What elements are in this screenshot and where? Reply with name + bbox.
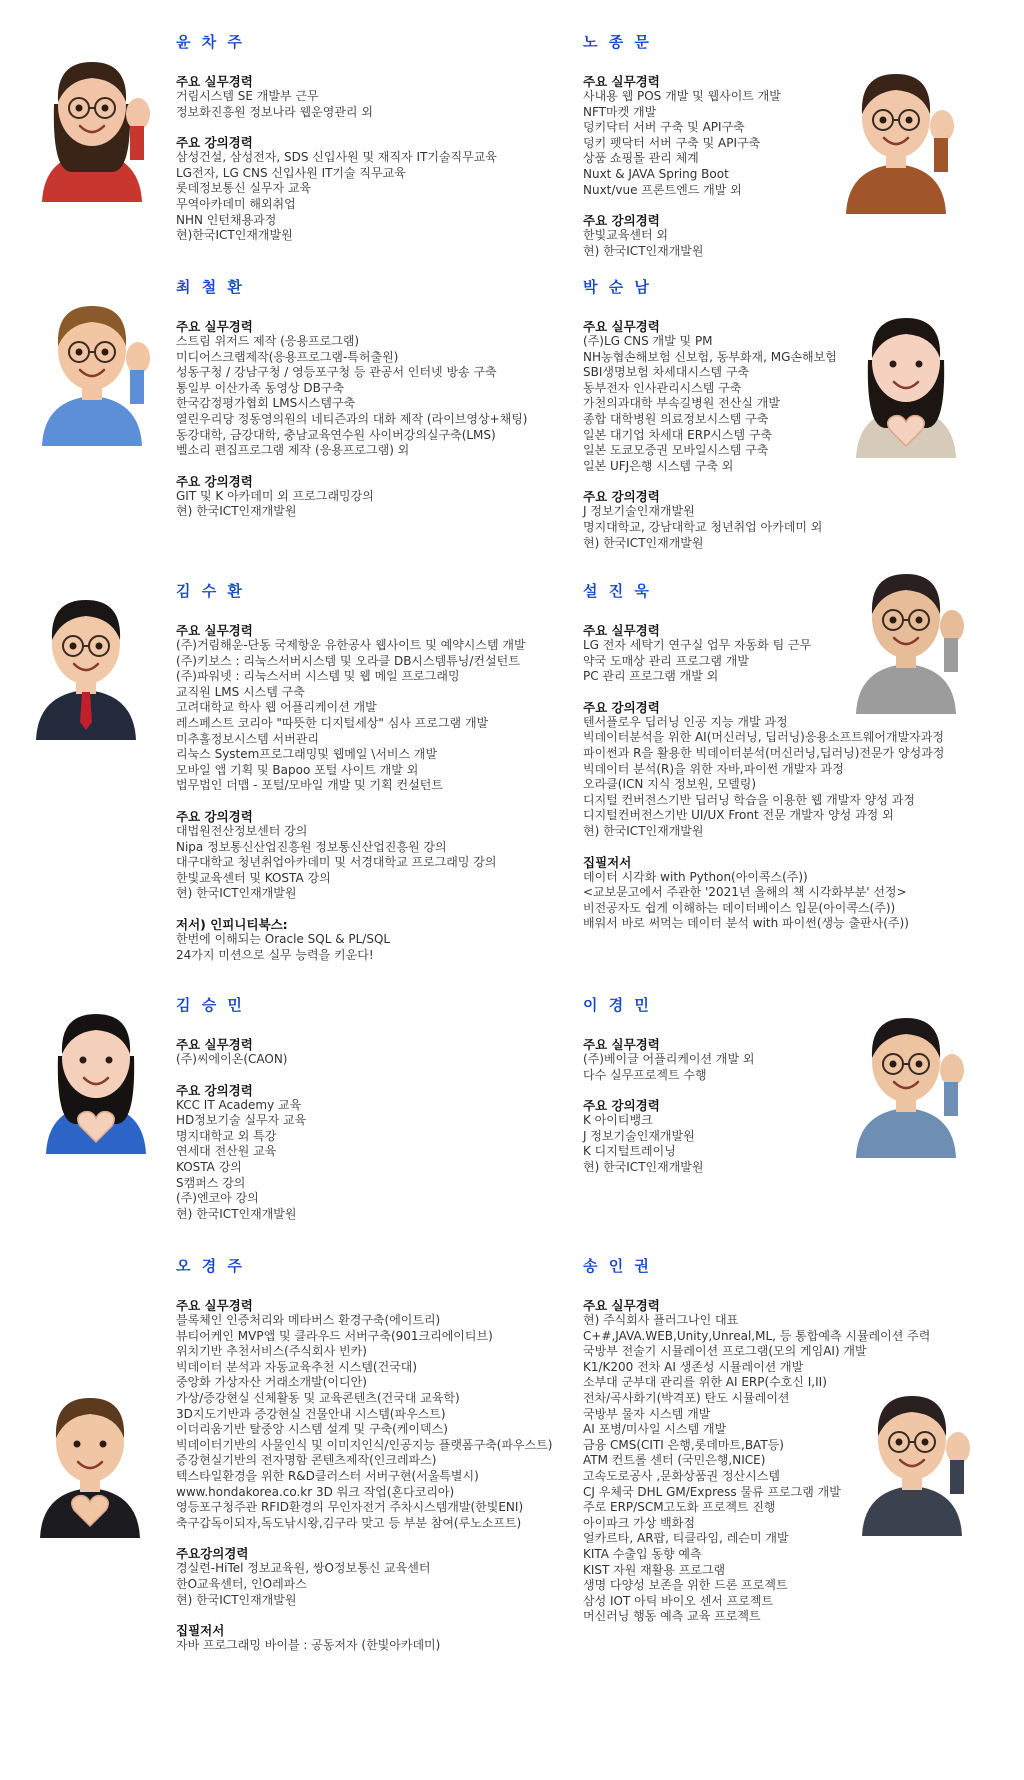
career-line: 교직원 LMS 시스템 구축	[176, 684, 305, 699]
career-line: 영등포구청주관 RFID환경의 무인자전거 주차시스템개발(한빛ENI)	[176, 1500, 524, 1515]
instructor-name: 김 승 민	[176, 996, 245, 1014]
instructor-card	[583, 276, 837, 551]
career-line: 명지대학교, 강남대학교 청년취업 아카데미 외	[583, 519, 823, 534]
career-line: 데이터 시각화 with Python(아이콕스(주))	[583, 869, 808, 884]
male-memoji-heart-hands-icon	[26, 1380, 154, 1538]
career-line: 현) 한국ICT인재개발원	[583, 823, 704, 838]
section-gap	[176, 1608, 552, 1623]
career-line: 생명 다양성 보존을 위한 드론 프로젝트	[583, 1578, 788, 1593]
career-line: J 정보기술인재개발원	[583, 1128, 695, 1143]
male-memoji-denim-waving-icon	[842, 1000, 970, 1158]
career-line: 3D지도기반과 증강현실 건물안내 시스템(파우스트)	[176, 1406, 446, 1421]
section-gap	[583, 474, 837, 489]
career-line: 상품 쇼핑몰 관리 체계	[583, 151, 699, 166]
career-line: ATM 컨트롤 센터 (국민은행,NICE)	[583, 1453, 766, 1468]
section-title: 주요 실무경력	[583, 74, 660, 89]
career-line: C+#,JAVA.WEB,Unity,Unreal,ML, 등 통합예측 시뮬레이션 주력	[583, 1328, 931, 1343]
career-line: 현) 한국ICT인재개발원	[176, 504, 297, 519]
career-line: 현) 한국ICT인재개발원	[583, 535, 704, 550]
career-line: NFT마켓 개발	[583, 104, 657, 119]
career-line: 얼카르타, AR팝, 티클라임, 레슨미 개발	[583, 1531, 789, 1546]
career-line: 무역아카데미 해외취업	[176, 196, 296, 211]
career-line: 통일부 이산가족 동영상 DB구축	[176, 380, 345, 395]
career-line: 가천의과대학 부속길병원 전산실 개발	[583, 396, 780, 411]
career-line: 파이썬과 R을 활용한 빅데이터분석(머신러닝,딥러닝)전문가 양성과정	[583, 745, 945, 760]
career-line: 한번에 이해되는 Oracle SQL & PL/SQL	[176, 931, 391, 946]
section-title: 주요 강의경력	[176, 808, 253, 824]
career-line: 블록체인 인증처리와 메타버스 환경구축(에이트리)	[176, 1313, 441, 1327]
section-title: 주요 실무경력	[176, 1298, 253, 1313]
male-memoji-blue-shirt-waving-icon	[28, 288, 156, 446]
career-line: 증강현실기반의 전자명함 콘텐츠제작(인크레파스)	[176, 1453, 437, 1468]
instructor-name: 설 진 욱	[583, 582, 652, 600]
male-memoji-suit-tie-icon	[22, 582, 150, 740]
career-line: 현) 한국ICT인재개발원	[176, 886, 297, 901]
section-title: 주요강의경력	[176, 1546, 249, 1562]
career-line: AI 포병/미사일 시스템 개발	[583, 1422, 727, 1437]
section-title: 집필저서	[583, 854, 632, 870]
section-title: 주요 실무경력	[176, 74, 253, 89]
section-gap	[176, 1068, 306, 1083]
section-title: 주요 실무경력	[176, 319, 253, 334]
career-line: 현) 한국ICT인재개발원	[176, 1206, 297, 1221]
career-line: 성동구청 / 강남구청 / 영등포구청 등 관공서 인터넷 방송 구축	[176, 365, 497, 380]
career-line: Nuxt/vue 프론트엔드 개발 외	[583, 182, 742, 197]
career-line: (주)키보스 : 리눅스서버시스템 및 오라클 DB시스템튜닝/컨설턴트	[176, 653, 520, 668]
section-title: 주요 강의경력	[583, 1098, 660, 1114]
career-line: 금융 CMS(CITI 은행,롯데마트,BAT등)	[583, 1437, 784, 1452]
career-line: 한O교육센터, 인O레파스	[176, 1576, 307, 1591]
career-line: 일본 대기업 차세대 ERP시스템 구축	[583, 427, 773, 442]
section-gap	[583, 685, 944, 700]
career-line: 경실련-HiTel 정보교육원, 쌍O정보통신 교육센터	[176, 1561, 431, 1576]
career-line: PC 관리 프로그램 개발 외	[583, 669, 719, 684]
career-line: 미디어스크랩제작(응용프로그램-특허출원)	[176, 349, 399, 364]
instructor-card	[176, 994, 306, 1222]
career-line: 법무법인 더맵 - 포털/모바일 개발 및 기획 컨설턴트	[176, 778, 443, 793]
section-gap	[176, 794, 526, 809]
career-line: 현) 주식회사 플러그나인 대표	[583, 1313, 739, 1327]
section-title: 주요 강의경력	[583, 489, 660, 505]
section-title: 주요 실무경력	[583, 1298, 660, 1313]
section-gap	[176, 902, 526, 917]
section-gap	[583, 1083, 755, 1098]
section-title: 주요 강의경력	[176, 473, 253, 489]
career-line: 한빛교육센터 외	[583, 228, 668, 243]
career-line: 대구대학교 청년취업아카데미 및 서경대학교 프로그래밍 강의	[176, 855, 497, 870]
career-line: KCC IT Academy 교육	[176, 1097, 302, 1112]
male-memoji-glasses-waving-icon	[832, 56, 960, 214]
career-line: 소부대 군부대 관리를 위한 AI ERP(수호신 I,II)	[583, 1375, 827, 1390]
career-line: 빅데이터분석을 위한 AI(머신러닝, 딥러닝)응용소프트웨어개발자과정	[583, 730, 944, 745]
career-line: 한국감정평가협회 LMS시스템구축	[176, 396, 356, 411]
instructor-card	[583, 580, 944, 932]
career-line: 삼성건설, 삼성전자, SDS 신입사원 및 재직자 IT기술직무교육	[176, 150, 497, 165]
instructor-name: 송 인 권	[583, 1257, 652, 1275]
career-line: 사내용 웹 POS 개발 및 웹사이트 개발	[583, 89, 781, 103]
career-line: 중앙화 가상자산 거래소개발(이디안)	[176, 1375, 367, 1390]
career-line: 덩키닥터 서버 구축 및 API구축	[583, 120, 745, 135]
career-line: www.hondakorea.co.kr 3D 워크 작업(혼다코리아)	[176, 1484, 455, 1499]
career-line: SBI생명보험 차세대시스템 구축	[583, 365, 750, 380]
career-line: Nipa 정보통신산업진흥원 정보통신산업진흥원 강의	[176, 839, 447, 854]
instructor-card	[176, 580, 526, 963]
instructor-card	[176, 276, 527, 520]
career-line: 명지대학교 외 특강	[176, 1128, 277, 1143]
instructor-card	[176, 31, 497, 244]
instructor-card	[583, 1255, 930, 1625]
career-line: 미추홀정보시스템 서버관리	[176, 731, 319, 746]
section-title: 주요 강의경력	[583, 699, 660, 715]
instructor-name: 박 순 남	[583, 278, 652, 296]
career-line: KOSTA 강의	[176, 1159, 242, 1174]
career-line: 위치기반 추천서비스(주식회사 빈카)	[176, 1344, 367, 1359]
career-line: 리눅스 System프로그래밍및 웹메일 \서비스 개발	[176, 747, 438, 762]
career-line: 현)한국ICT인재개발원	[176, 228, 293, 243]
career-line: 24가지 미션으로 실무 능력을 키운다!	[176, 947, 374, 962]
career-line: LG전자, LG CNS 신입사원 IT기술 직무교육	[176, 165, 406, 180]
section-gap	[176, 459, 527, 474]
career-line: 빅데이터기반의 사물인식 및 이미지인식/인공지능 플랫폼구축(파우스트)	[176, 1437, 553, 1452]
career-line: K1/K200 전차 AI 생존성 시뮬레이션 개발	[583, 1359, 804, 1374]
career-line: (주)LG CNS 개발 및 PM	[583, 334, 713, 348]
section-title: 주요 실무경력	[583, 1037, 660, 1052]
career-line: S캠퍼스 강의	[176, 1175, 246, 1190]
career-line: 빅데이터 분석과 자동교육추천 시스템(건국대)	[176, 1359, 418, 1374]
career-line: 현) 한국ICT인재개발원	[583, 243, 704, 258]
instructor-card	[583, 994, 755, 1176]
career-line: 텍스타일환경을 위한 R&D클러스터 서버구현(서울특별시)	[176, 1468, 479, 1483]
section-gap	[583, 198, 781, 213]
career-line: KITA 수출입 동향 예측	[583, 1546, 702, 1561]
career-line: (주)엔코아 강의	[176, 1191, 259, 1206]
career-line: 디지털 컨버전스기반 딥러닝 학습을 이용한 웹 개발자 양성 과정	[583, 792, 915, 807]
section-title: 주요 강의경력	[176, 1082, 253, 1098]
section-title: 저서) 인피니티북스:	[176, 916, 288, 932]
career-line: 다수 실무프로젝트 수행	[583, 1067, 707, 1082]
career-line: 배워서 바로 써먹는 데이터 분석 with 파이썬(생능 출판사(주))	[583, 916, 909, 931]
career-line: 롯데정보통신 실무자 교육	[176, 181, 312, 196]
instructor-name: 노 종 문	[583, 33, 652, 51]
instructor-name: 윤 차 주	[176, 33, 245, 51]
section-title: 주요 실무경력	[176, 1037, 253, 1052]
career-line: HD정보기술 실무자 교육	[176, 1113, 307, 1128]
instructor-name: 이 경 민	[583, 996, 652, 1014]
section-gap	[583, 840, 944, 855]
career-line: (주)파워넷 : 리눅스서버 시스템 및 웹 메일 프로그래밍	[176, 669, 460, 684]
career-line: NH농협손해보험 신보험, 동부화재, MG손해보험	[583, 349, 837, 364]
career-line: GIT 및 K 아카데미 외 프로그래밍강의	[176, 488, 374, 503]
career-line: 스트림 위저드 제작 (응용프로그램)	[176, 334, 360, 348]
female-memoji-heart-hands-icon	[32, 996, 160, 1154]
career-line: NHN 인턴채용과정	[176, 212, 277, 227]
career-line: 고속도로공사 ,문화상품권 정산시스템	[583, 1468, 780, 1483]
career-line: 벨소리 편집프로그램 제작 (응용프로그램) 외	[176, 443, 410, 458]
career-line: 비전공자도 쉽게 이해하는 데이터베이스 입문(아이콕스(주))	[583, 900, 896, 915]
career-line: CJ 우체국 DHL GM/Express 물류 프로그램 개발	[583, 1484, 841, 1499]
instructor-name: 오 경 주	[176, 1257, 245, 1275]
career-line: 고려대학교 학사 웹 어플리케이션 개발	[176, 700, 377, 715]
section-title: 주요 강의경력	[176, 135, 253, 151]
instructor-card	[176, 1255, 552, 1654]
career-line: <교보문고에서 주관한 '2021년 올해의 책 시각화부분' 선정>	[583, 885, 907, 900]
career-line: 현) 한국ICT인재개발원	[583, 1159, 704, 1174]
career-line: 덩키 펫닥터 서버 구축 및 API구축	[583, 135, 761, 150]
career-line: 열린우리당 정동영의원의 네티즌과의 대화 제작 (라이브영상+채팅)	[176, 411, 528, 426]
section-gap	[176, 120, 497, 135]
career-line: 약국 도매상 관리 프로그램 개발	[583, 653, 749, 668]
female-memoji-heart-gesture-icon	[842, 300, 970, 458]
instructor-name: 최 철 환	[176, 278, 245, 296]
career-line: 국방부 전술기 시뮬레이션 프로그램(모의 게임AI) 개발	[583, 1344, 867, 1359]
career-line: 종합 대학병원 의료정보시스템 구축	[583, 411, 769, 426]
career-line: 대법원전산정보센터 강의	[176, 823, 308, 838]
career-line: K 디지털트레이닝	[583, 1144, 676, 1159]
career-line: 아이파크 가상 백화점	[583, 1515, 695, 1530]
career-line: KIST 자원 재활용 프로그램	[583, 1562, 726, 1577]
career-line: (주)베이글 어플리케이션 개발 외	[583, 1052, 755, 1066]
career-line: LG 전자 세탁기 연구실 업무 자동화 팀 근무	[583, 638, 812, 652]
career-line: (주)씨에이온(CAON)	[176, 1052, 288, 1066]
career-line: 현) 한국ICT인재개발원	[176, 1592, 297, 1607]
career-line: 국방부 물자 시스템 개발	[583, 1406, 711, 1421]
career-line: 동강대학, 금강대학, 충남교육연수원 사이버강의실구축(LMS)	[176, 427, 496, 442]
career-line: 오라클(ICN 지식 정보원, 모델링)	[583, 777, 757, 792]
section-title: 주요 실무경력	[176, 623, 253, 638]
career-line: 일본 UFJ은행 시스템 구축 외	[583, 458, 734, 473]
career-line: 정보화진흥원 정보나라 웹운영관리 외	[176, 104, 373, 119]
instructor-name: 김 수 환	[176, 582, 245, 600]
career-line: (주)거림해운-단동 국제항운 유한공사 웹사이트 및 예약시스템 개발	[176, 638, 526, 652]
section-title: 주요 실무경력	[583, 319, 660, 334]
career-line: 전차/곡사화기(박격포) 탄도 시뮬레이션	[583, 1390, 790, 1405]
career-line: 빅데이터 분석(R)을 위한 자바,파이썬 개발자 과정	[583, 761, 844, 776]
career-line: Nuxt & JAVA Spring Boot	[583, 166, 729, 181]
section-title: 주요 실무경력	[583, 623, 660, 638]
instructor-card	[583, 31, 781, 259]
career-line: 뷰티어케인 MVP앱 및 클라우드 서버구축(901크리에이티브)	[176, 1328, 493, 1343]
career-line: 한빛교육센터 및 KOSTA 강의	[176, 870, 331, 885]
section-title: 집필저서	[176, 1623, 225, 1639]
career-line: 모바일 앱 기획 및 Bapoo 포털 사이트 개발 외	[176, 762, 419, 777]
career-line: 거림시스템 SE 개발부 근무	[176, 89, 319, 103]
career-line: 연세대 전산원 교육	[176, 1144, 277, 1159]
career-line: 자바 프로그래밍 바이블 : 공동저자 (한빛아카데미)	[176, 1638, 441, 1653]
female-memoji-glasses-waving-icon	[28, 44, 156, 202]
career-line: 가상/증강현실 신체활동 및 교육콘텐츠(건국대 교육학)	[176, 1390, 460, 1405]
career-line: 삼성 IOT 아틱 바이오 센서 프로젝트	[583, 1593, 774, 1608]
section-gap	[176, 1531, 552, 1546]
career-line: 축구갑독이되자,독도낚시왕,김구라 맞고 등 부분 참여(루노소프트)	[176, 1515, 522, 1530]
career-line: 주로 ERP/SCM고도화 프로젝트 진행	[583, 1500, 776, 1515]
career-line: 일본 도쿄모증권 모바일시스템 구축	[583, 443, 769, 458]
career-line: 머신러닝 행동 예측 교육 프로젝트	[583, 1609, 761, 1624]
section-title: 주요 강의경력	[583, 213, 660, 229]
career-line: J 정보기술인재개발원	[583, 504, 695, 519]
career-line: 디지털컨버전스기반 UI/UX Front 전문 개발자 양성 과정 외	[583, 808, 894, 823]
career-line: 동부전자 인사관리시스템 구축	[583, 380, 742, 395]
career-line: 레스페스트 코리아 "따뜻한 디지털세상" 심사 프로그램 개발	[176, 715, 489, 730]
career-line: 이더리움기반 탈중앙 시스템 설계 및 구축(케이덱스)	[176, 1422, 448, 1437]
career-line: K 아이티뱅크	[583, 1113, 653, 1128]
career-line: 텐서플로우 딥러닝 인공 지능 개발 과정	[583, 714, 788, 729]
